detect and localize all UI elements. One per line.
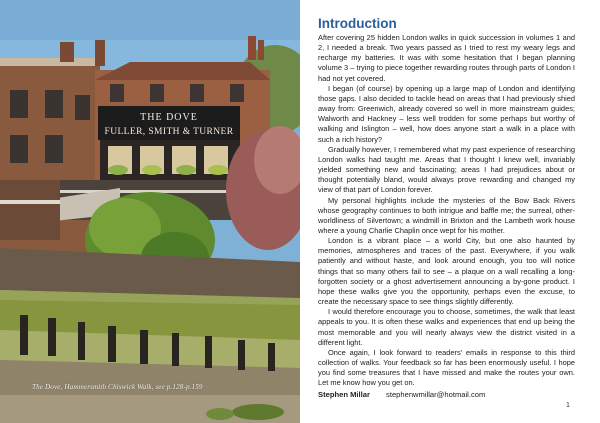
photo-caption: The Dove, Hammersmith Chiswick Walk, see p.128-p.159 [32,383,203,391]
author-email: stephenwmillar@hotmail.com [386,390,486,399]
pub-sign-brewer: FULLER, SMITH & TURNER [104,127,234,137]
page-number: 1 [566,402,570,409]
paragraph: Once again, I look forward to readers' emails in response to this third collection of walks. Your feedback so far has been enormously useful. I hope you find some treasures that I have missed and make the routes your own. Let me know how you get on. [318,347,575,388]
introduction-body [318,33,575,388]
page-title: Introduction [318,16,397,31]
author-signature [318,390,485,399]
paragraph: I would therefore encourage you to choose, sometimes, the walk that least appeals to you. It is often these walks and experiences that end up being the most memorable and you will nearly always view the district visited in a different light. [318,307,575,347]
paragraph: After covering 25 hidden London walks in quick succession in volumes 1 and 2, I needed a break. Two years passed as I tried to rest my weary legs and recharge my batteries. It was with some hesitation that I began planning volume 3 – trying to piece together rewarding routes through parts of London I had not yet covered. [318,33,575,83]
paragraph: London is a vibrant place – a world City, but one also haunted by memories, atmospheres and traces of the past. Everywhere, if you walk patiently and without haste, and look around enough, you too will notice things that so many others fail to see – a plaque on a wall recalling a long-forgotten society or a ghost advertisement announcing a by-gone product. I hope these walks give you the opportunity, perhaps even the excuse, to create the necessary space to see things slightly differently. [318,236,575,307]
introduction-column [318,16,575,416]
paragraph: I began (of course) by opening up a large map of London and identifying those gaps. I also decided to tackle head on areas that I had previously shied away from: Greenwich, already covered so well in more mainstream guides; Walworth and Hackney – less well trodden for some perhaps but worthy of walking and Islington – well, how does anyone start a walk in a place with such a rich history? [318,83,575,144]
author-name: Stephen Millar [318,390,370,399]
paragraph: My personal highlights include the mysteries of the Bow Back Rivers whose geography continues to both intrigue and baffle me; the surreal, other-worldliness of Silvertown; a windmill in Brixton and the Lambeth work house where a young Charlie Chaplin once wept for his mother. [318,195,575,235]
pub-sign-name: THE DOVE [140,112,198,123]
paragraph: Gradually however, I remembered what my past experience of researching London walks had taught me. Areas that I thought I knew well, invariably yielded something new and fascinating; areas I had prejudices about or thought potentially bland, would always prove rewarding and changed my view of that part of London forever. [318,144,575,195]
